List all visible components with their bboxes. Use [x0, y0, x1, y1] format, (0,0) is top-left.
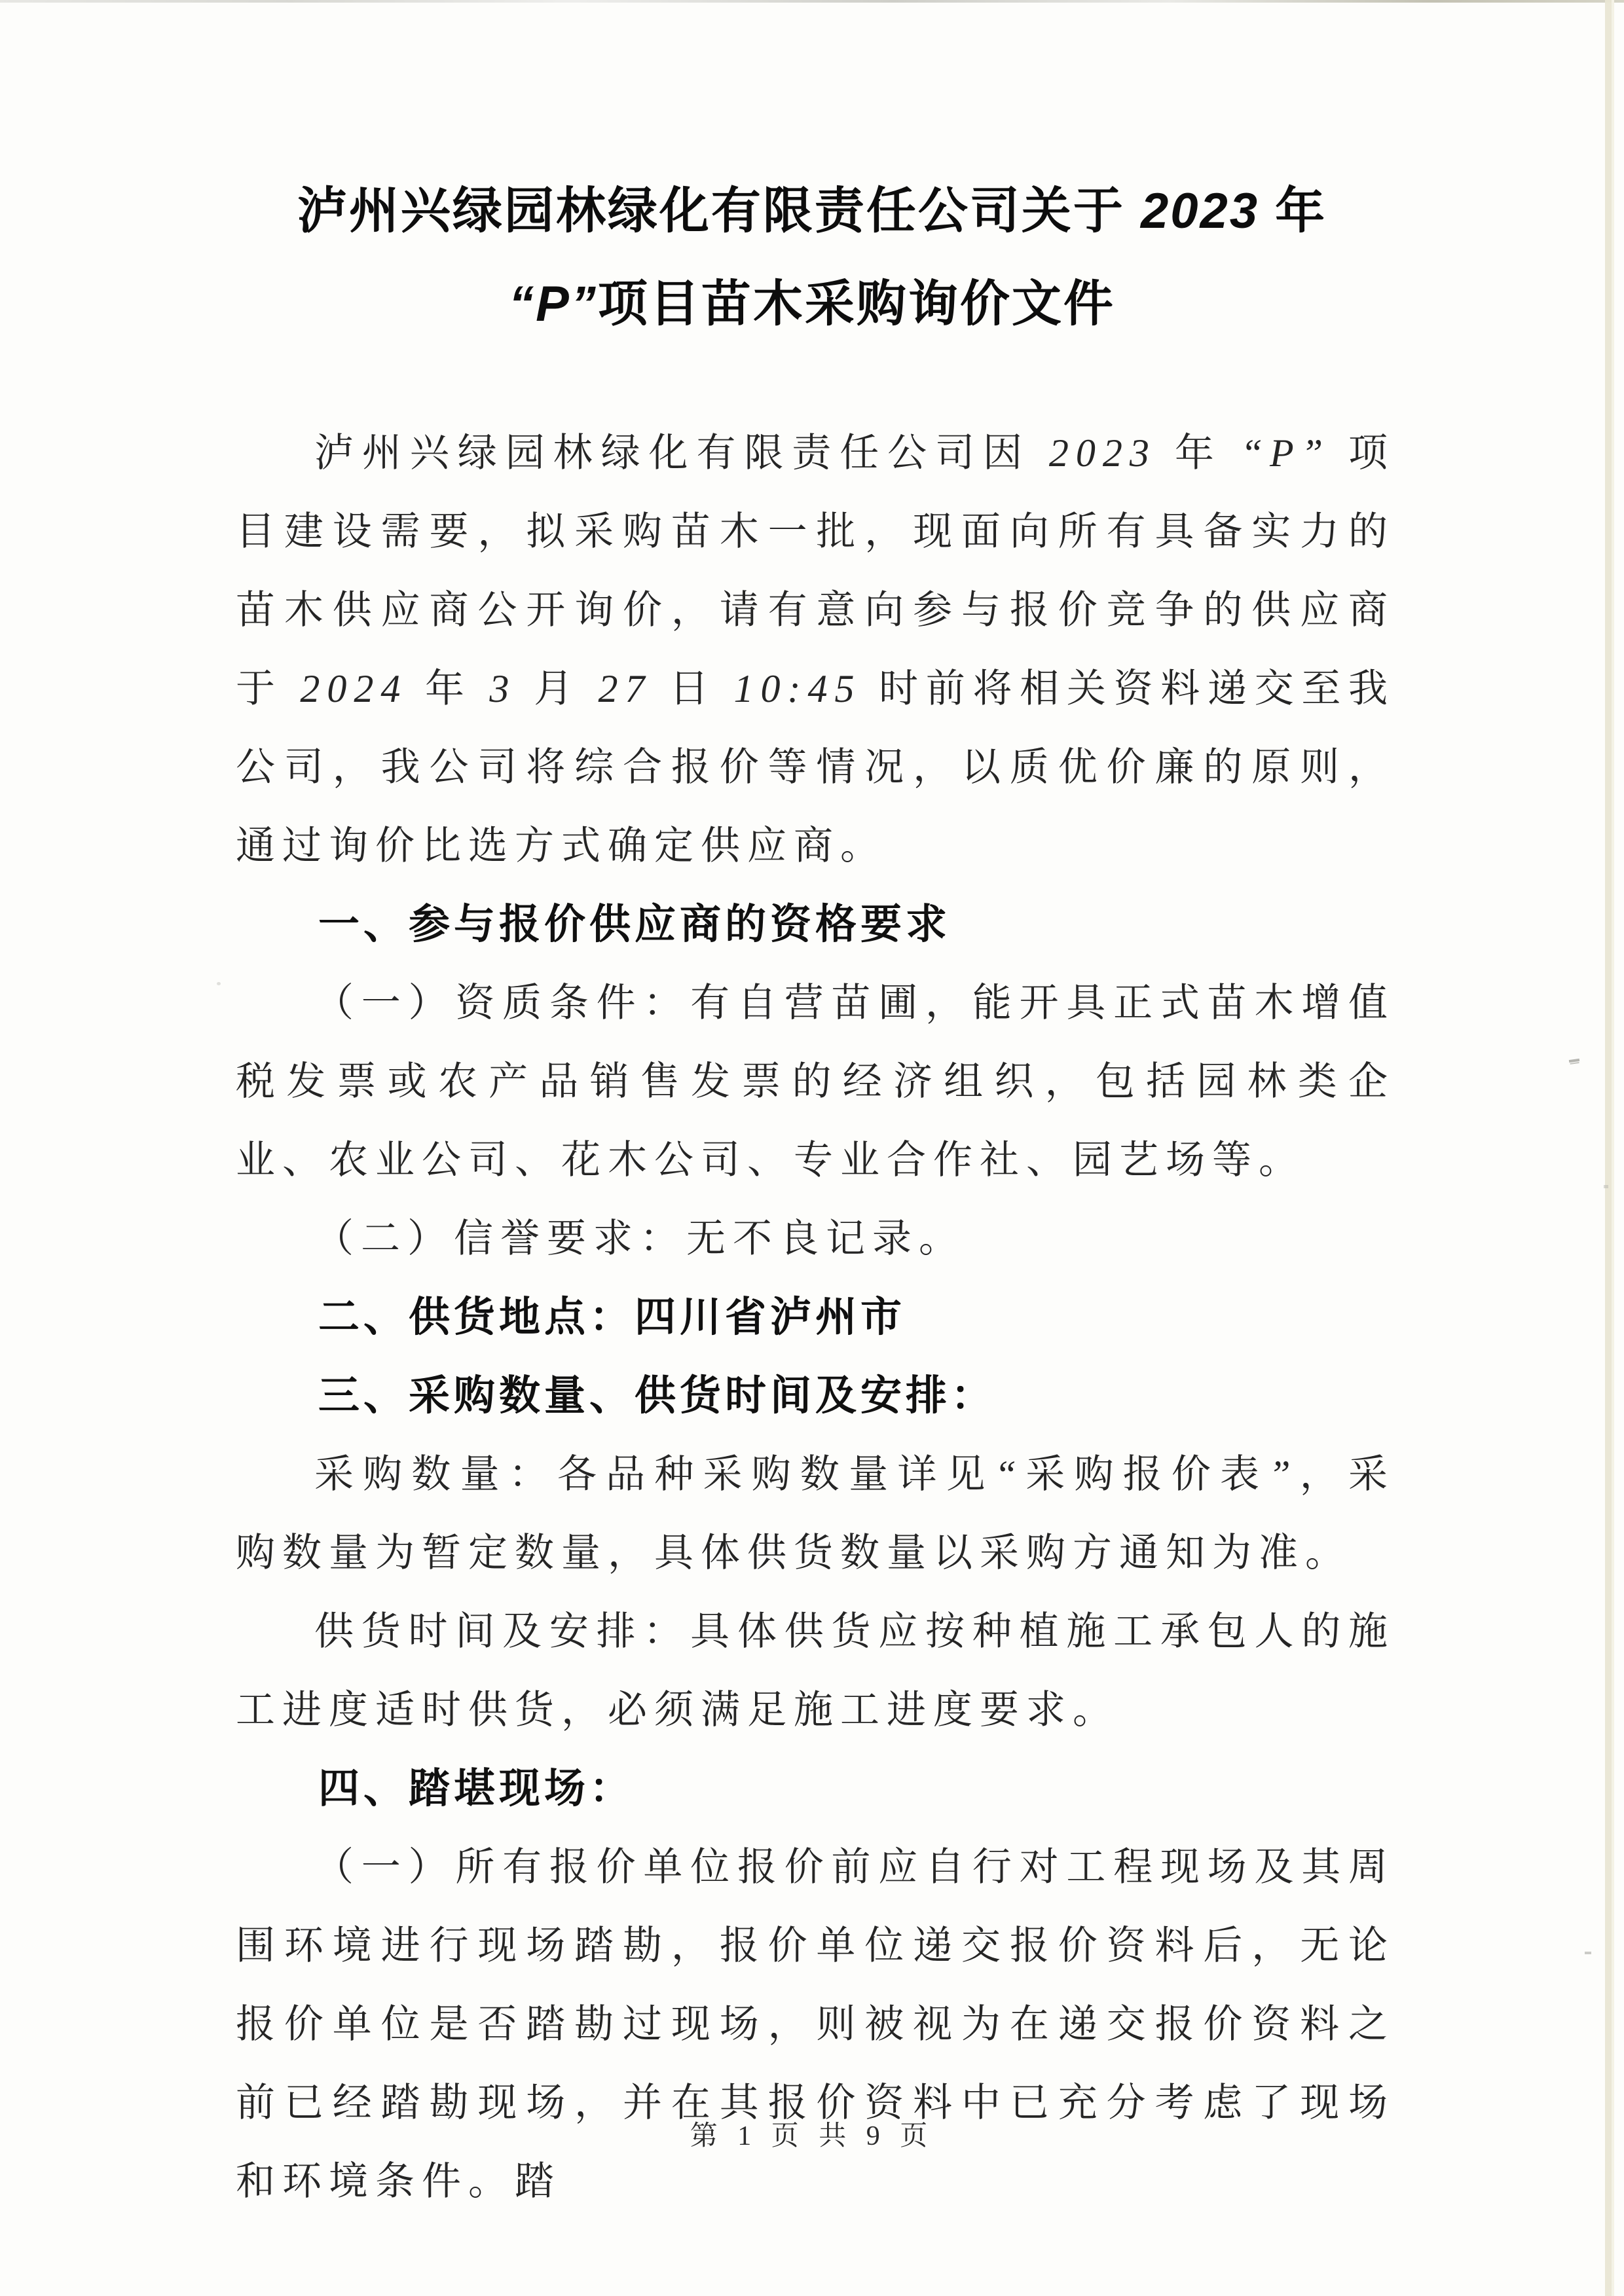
scan-right-edge-line	[1605, 0, 1612, 2296]
heading-section-4-site-visit: 四、踏堪现场：	[318, 1766, 635, 1812]
paragraph-site-survey: （一）所有报价单位报价前应自行对工程现场及其周围环境进行现场踏勘，报价单位递交报价资料后，无论报价单位是否踏勘过现场，则被视为在递交报价资料之前已经踏勘现场，并在其报价资料中已充分考虑了现场和环境条件。踏	[236, 1846, 1395, 2203]
title-line-1: 泸州兴绿园林绿化有限责任公司关于 2023 年	[297, 183, 1327, 239]
paragraph-credit-requirement: （二）信誉要求：无不良记录。	[314, 1217, 965, 1260]
scan-right-edge-highlight	[1612, 0, 1614, 2296]
scan-speck	[1585, 1952, 1591, 1954]
document-title	[0, 0, 1624, 351]
paragraph-qualification-conditions: （一）资质条件：有自营苗圃，能开具正式苗木增值税发票或农产品销售发票的经济组织，包括园林类企业、农业公司、花木公司、专业合作社、园艺场等。	[236, 981, 1395, 1182]
heading-section-3-quantity-schedule: 三、采购数量、供货时间及安排：	[318, 1373, 996, 1419]
title-line-2: “P”项目苗木采购询价文件	[509, 276, 1115, 332]
scan-speck	[1604, 1185, 1608, 1188]
paragraph-intro: 泸州兴绿园林绿化有限责任公司因 2023 年 “P” 项目建设需要，拟采购苗木一批，现面向所有具备实力的苗木供应商公开询价，请有意向参与报价竞争的供应商于 2024 年 3 月 27 日 10:45 时前将相关资料递交至我公司，我公司将综合报价等情况，以质优价廉的原则，通过询价比选方式确定供应商。	[236, 431, 1395, 867]
document-body	[236, 414, 1395, 2221]
paragraph-purchase-quantity: 采购数量：各品种采购数量详见“采购报价表”，采购数量为暂定数量，具体供货数量以采购方通知为准。	[236, 1453, 1395, 1575]
heading-section-2-delivery-location: 二、供货地点：四川省泸州市	[318, 1294, 906, 1340]
scan-speck	[217, 982, 221, 985]
scan-speck	[1569, 1059, 1579, 1063]
heading-section-1-qualification: 一、参与报价供应商的资格要求	[318, 902, 951, 947]
paragraph-delivery-time: 供货时间及安排：具体供货应按种植施工承包人的施工进度适时供货，必须满足施工进度要求。	[236, 1610, 1395, 1732]
page-footer: 第 1 页 共 9 页	[690, 2121, 934, 2151]
scan-top-edge-line	[0, 0, 1624, 3]
